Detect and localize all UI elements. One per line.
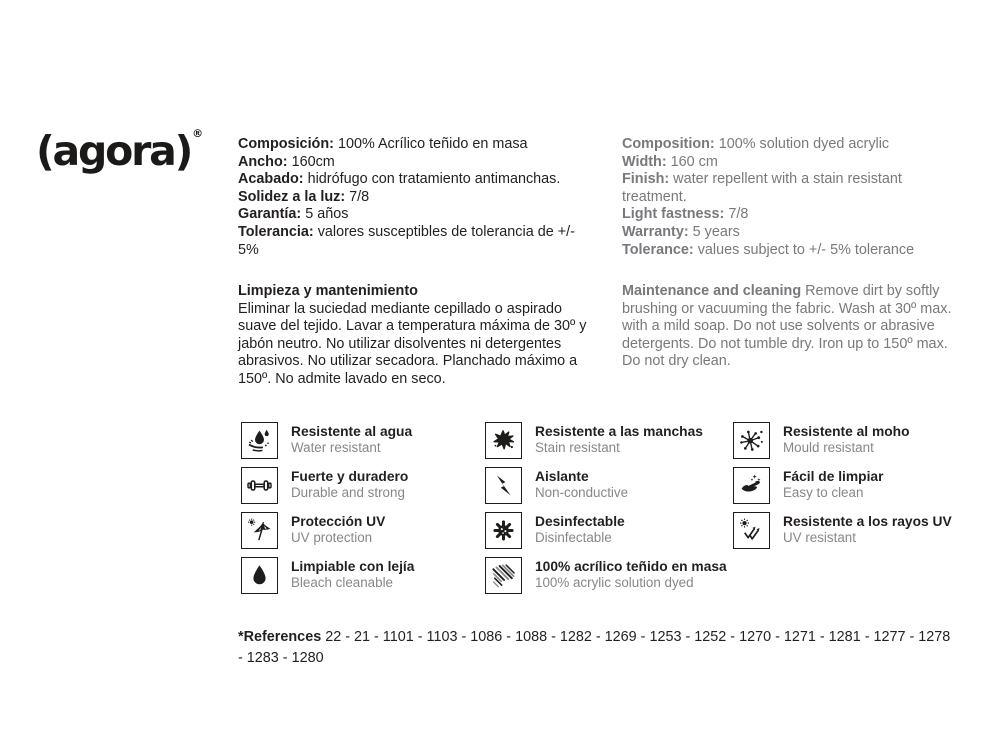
- feature-label-es: Aislante: [535, 469, 589, 484]
- feature-label-es: Limpiable con lejía: [291, 559, 415, 574]
- umbrella-sun-icon: [241, 512, 278, 549]
- specs-spanish: [238, 136, 590, 259]
- feature-label-en: Stain resistant: [535, 440, 620, 455]
- feature-non-conductive: [485, 467, 735, 504]
- spec-label: Solidez a la luz:: [238, 188, 346, 205]
- references-numbers: 22 - 21 - 1101 - 1103 - 1086 - 1088 - 1282 - 1269 - 1253 - 1252 - 1270 - 1271 - 1281 - 1277 - 1278 - 1283 - 1280: [238, 629, 951, 667]
- spec-label: Finish:: [622, 171, 670, 188]
- maintenance-body-es: Eliminar la suciedad mediante cepillado o aspirado suave del tejido. Lavar a temperatura máxima de 30º y jabón neutro. No utilizar disolventes ni detergentes abrasivos. No utilizar secadora. Planchado máximo a 150º. No admite lavado en seco.: [238, 300, 587, 387]
- feature-label-en: 100% acrylic solution dyed: [535, 575, 694, 590]
- threads-icon: [485, 557, 522, 594]
- spec-row: [238, 136, 590, 154]
- feature-water-resistant: [241, 422, 486, 459]
- feature-label-en: Durable and strong: [291, 485, 405, 500]
- feature-label-es: 100% acrílico teñido en masa: [535, 559, 727, 574]
- feature-stain-resistant: [485, 422, 735, 459]
- spec-row: [238, 171, 590, 189]
- feature-column-1: [241, 422, 486, 602]
- hand-sparkle-icon: [733, 467, 770, 504]
- spec-label: Light fastness:: [622, 206, 725, 223]
- feature-bleach-cleanable: [241, 557, 486, 594]
- spec-row: [622, 224, 962, 242]
- spec-row: [622, 136, 962, 154]
- feature-label-en: Mould resistant: [783, 440, 874, 455]
- spec-value: values subject to +/- 5% tolerance: [697, 241, 915, 258]
- feature-label-es: Resistente a los rayos UV: [783, 514, 952, 529]
- spec-label: Tolerancia:: [238, 223, 314, 240]
- maintenance-body-en: Remove dirt by softly brushing or vacuuming the fabric. Wash at 30º max. with a mild soap. Do not use solvents or abrasive detergents. Do not tumble dry. Iron up to 150º max. Do not dry clean.: [622, 283, 952, 370]
- spec-label: Warranty:: [622, 223, 689, 240]
- references: [238, 627, 954, 669]
- spec-value: water repellent with a stain resistant treatment.: [622, 171, 902, 205]
- feature-column-3: [733, 422, 973, 557]
- maintenance-english: [622, 283, 960, 371]
- spec-row: [622, 206, 962, 224]
- spec-row: [238, 189, 590, 207]
- spec-value: 100% Acrílico teñido en masa: [337, 136, 528, 152]
- feature-label-es: Fácil de limpiar: [783, 469, 884, 484]
- spec-value: 160cm: [291, 153, 335, 170]
- spec-row: [238, 206, 590, 224]
- feature-label-es: Resistente a las manchas: [535, 424, 703, 439]
- feature-label-en: Non-conductive: [535, 485, 629, 500]
- spec-label: Composition:: [622, 136, 715, 152]
- stain-splat-icon: [485, 422, 522, 459]
- feature-column-2: [485, 422, 735, 602]
- feature-easy-to-clean: [733, 467, 973, 504]
- feature-label-en: UV protection: [291, 530, 373, 545]
- feature-uv-resistant: [733, 512, 973, 549]
- spec-label: Ancho:: [238, 153, 288, 170]
- germ-icon: [485, 512, 522, 549]
- spec-label: Composición:: [238, 136, 334, 152]
- spec-row: [622, 154, 962, 172]
- feature-label-en: Easy to clean: [783, 485, 864, 500]
- spec-label: Width:: [622, 153, 667, 170]
- spec-value: 160 cm: [670, 153, 718, 170]
- feature-mould-resistant: [733, 422, 973, 459]
- specs-english: [622, 136, 962, 259]
- feature-label-en: Bleach cleanable: [291, 575, 393, 590]
- registered-trademark: ®: [192, 127, 204, 140]
- spec-label: Tolerance:: [622, 241, 694, 258]
- feature-uv-protection: [241, 512, 486, 549]
- brand-logo-text: (agora): [36, 127, 192, 175]
- spec-value: 7/8: [349, 188, 370, 205]
- feature-label-es: Resistente al agua: [291, 424, 413, 439]
- feature-label-es: Protección UV: [291, 514, 386, 529]
- feature-durable: [241, 467, 486, 504]
- dumbbell-icon: [241, 467, 278, 504]
- feature-label-en: Water resistant: [291, 440, 381, 455]
- feature-label-en: UV resistant: [783, 530, 856, 545]
- spec-value: 5 años: [305, 206, 349, 223]
- feature-label-es: Desinfectable: [535, 514, 625, 529]
- spec-value: 7/8: [728, 206, 749, 223]
- feature-acrylic-solution-dyed: [485, 557, 735, 594]
- spec-row: [238, 154, 590, 172]
- maintenance-title-en: Maintenance and cleaning: [622, 283, 802, 299]
- water-drops-icon: [241, 422, 278, 459]
- maintenance-title-es: Limpieza y mantenimiento: [238, 283, 418, 299]
- sun-arrows-icon: [733, 512, 770, 549]
- spec-row: [622, 242, 962, 260]
- lightning-icon: [485, 467, 522, 504]
- references-label: *References: [238, 629, 322, 646]
- spec-label: Acabado:: [238, 171, 304, 188]
- mould-spore-icon: [733, 422, 770, 459]
- maintenance-spanish: [238, 283, 590, 389]
- drop-icon: [241, 557, 278, 594]
- feature-disinfectable: [485, 512, 735, 549]
- spec-value: 5 years: [692, 223, 740, 240]
- spec-row: [238, 224, 590, 259]
- spec-value: 100% solution dyed acrylic: [718, 136, 890, 152]
- spec-value: hidrófugo con tratamiento antimanchas.: [307, 171, 561, 188]
- brand-logo: [36, 127, 203, 175]
- feature-label-en: Disinfectable: [535, 530, 612, 545]
- feature-label-es: Fuerte y duradero: [291, 469, 409, 484]
- spec-value: valores susceptibles de tolerancia de +/- 5%: [238, 223, 575, 258]
- spec-row: [622, 171, 962, 206]
- feature-label-es: Resistente al moho: [783, 424, 910, 439]
- spec-label: Garantía:: [238, 206, 302, 223]
